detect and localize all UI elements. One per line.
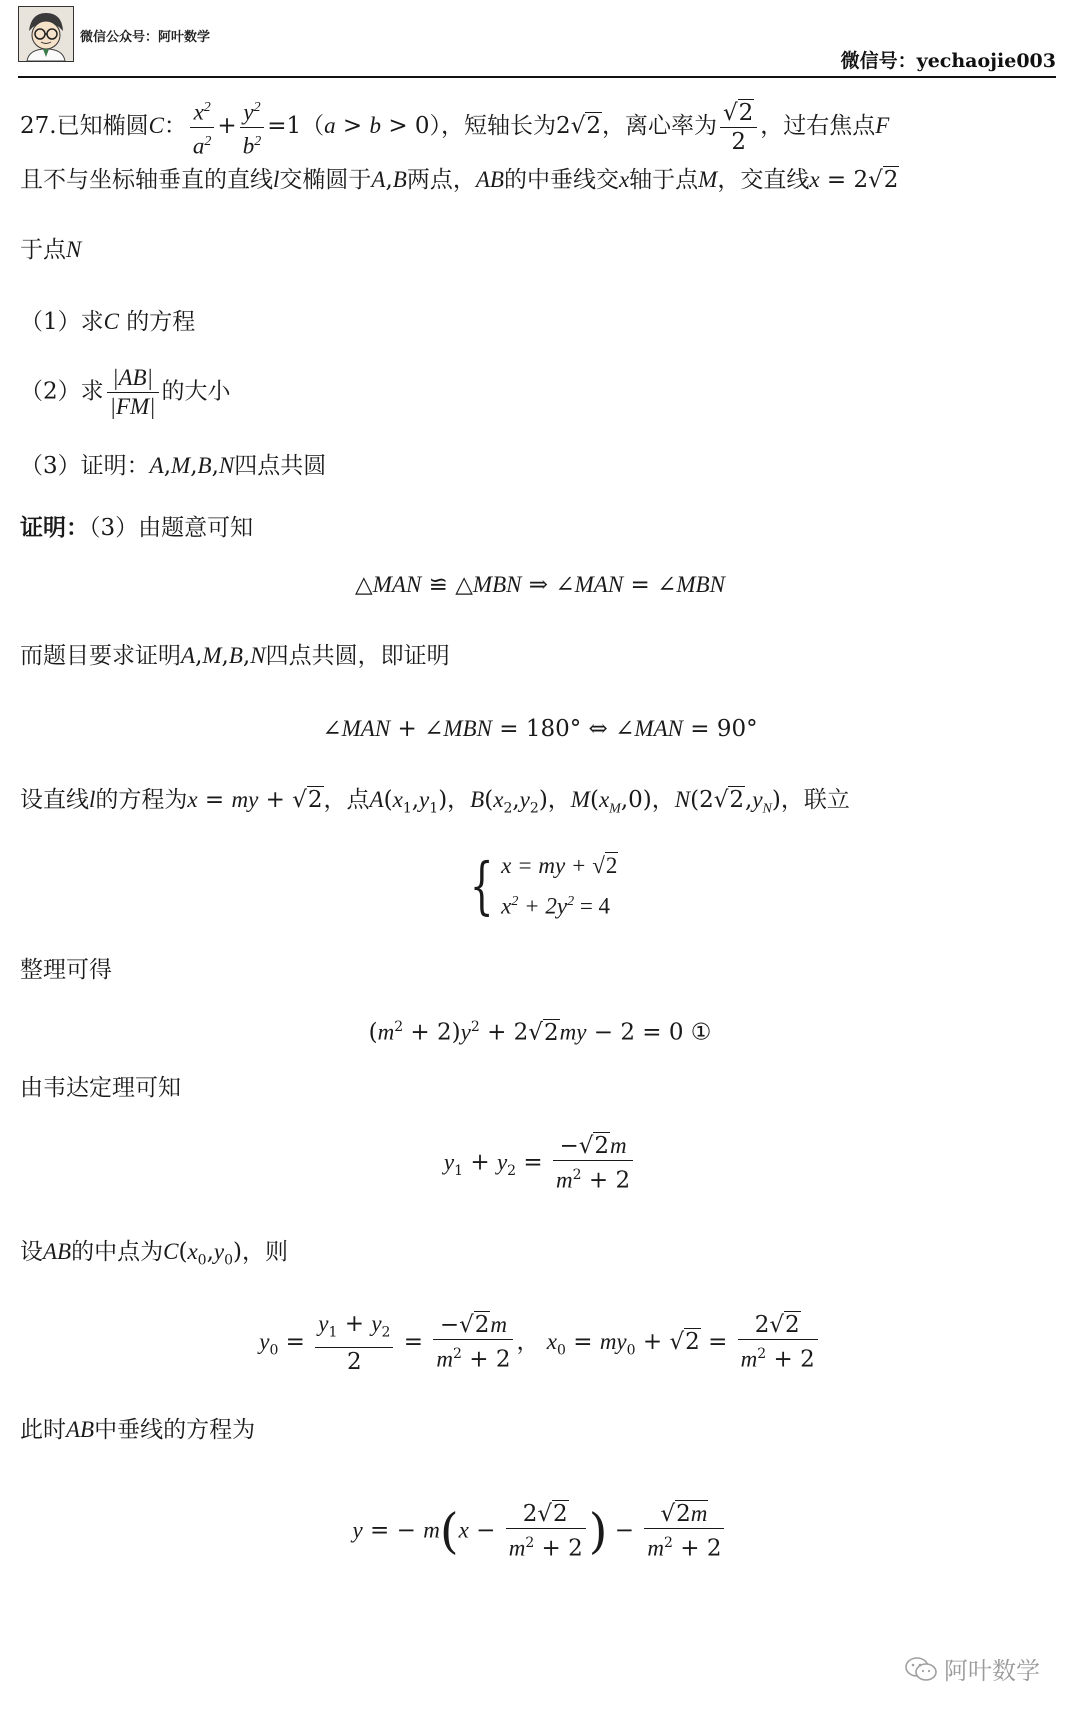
- header-divider: [18, 76, 1056, 78]
- wechat-icon: [904, 1656, 938, 1688]
- solution-line-5: 由韦达定理可知: [20, 1075, 181, 1101]
- question-3: （3）证明：A,M,B,N四点共圆: [20, 453, 327, 479]
- avatar: [18, 6, 74, 62]
- bisector-equation: y = − m(x − $\frac{2√2}{m^2 + 2}$ ) − $\frac{√2m}{m^2 + 2}$: [0, 1500, 1080, 1563]
- problem-line-3: 于点N: [20, 237, 82, 263]
- question-2: （2）求 $\frac{|AB|}{|FM|}$ 的大小: [20, 365, 231, 419]
- solution-intro: 证明：（3）由题意可知: [20, 514, 254, 541]
- midpoint-equation: $y_0$ = $\frac{y_1 + y_2}{2}$ = $\frac{-√2m}{m^2 + 2}$ ， $x_0 = my_0 + √2$ = $\frac{2√2}{m^2 + 2}$: [0, 1310, 1080, 1376]
- solution-line-7: 此时AB中垂线的方程为: [20, 1417, 256, 1443]
- vieta-equation: $y_1 + y_2$ = $\frac{-√2m}{m^2 + 2}$: [0, 1132, 1080, 1195]
- problem-number: 27.: [20, 113, 57, 140]
- solution-line-2: 而题目要求证明A,M,B,N四点共圆，即证明: [20, 643, 450, 669]
- problem-line-2: 且不与坐标轴垂直的直线l交椭圆于A,B两点，AB的中垂线交x轴于点M，交直线x = 2√2: [20, 167, 899, 193]
- solution-label: 证明：: [20, 514, 89, 541]
- watermark: [904, 1651, 1040, 1688]
- equation-system: { x = my + √2 $x^2 + 2y^2 = 4$: [469, 849, 618, 923]
- quadratic-equation: $(m^2 + 2)y^2 + 2√2my - 2 = 0$ ①: [368, 1019, 712, 1046]
- congruence-equation: △MAN ≌ △MBN ⇒ ∠MAN = ∠MBN: [355, 572, 725, 598]
- solution-line-4: 整理可得: [20, 957, 112, 983]
- solution-line-3: 设直线l的方程为x = my + √2，点$A(x_1,y_1)$，$B(x_2,y_2)$，$M(x_M,0)$，$N(2√2,y_N)$，联立: [20, 787, 850, 817]
- problem-line-1: 27.已知椭圆C： $\frac{x^2}{a^2}$ + $\frac{y^2}{b^2}$ =1（a > b > 0），短轴长为2√2，离心率为 $\frac{√2}{2}$ ，过右焦点F: [20, 94, 889, 160]
- watermark-text: 阿叶数学: [944, 1657, 1040, 1685]
- question-1: （1）求C 的方程: [20, 309, 196, 335]
- wechat-id: 微信号：yechaojie003: [840, 50, 1056, 72]
- cartoon-avatar-icon: [19, 7, 73, 61]
- angle-equation: ∠MAN + ∠MBN = 180° ⇔ ∠MAN = 90°: [322, 716, 758, 742]
- account-name: 微信公众号：阿叶数学: [80, 30, 211, 45]
- solution-line-6: 设AB的中点为$C(x_0,y_0)$，则: [20, 1239, 289, 1269]
